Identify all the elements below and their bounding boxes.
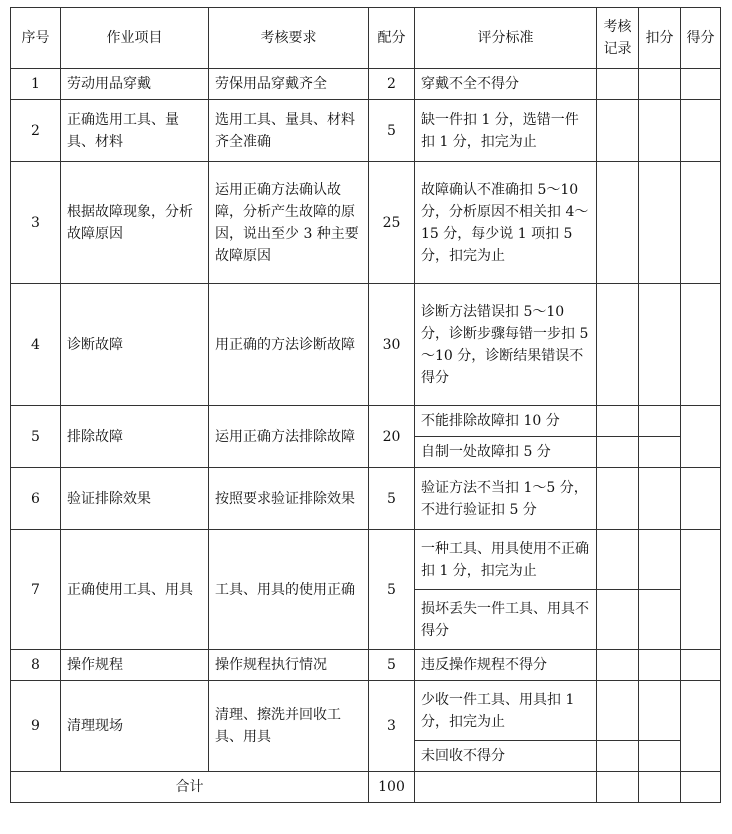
row-got [681,100,721,162]
row-score: 2 [369,69,415,100]
row-req: 用正确的方法诊断故障 [209,284,369,406]
row-deduct [639,681,681,741]
table-row [11,100,721,162]
row-record [597,406,639,437]
row-record [597,69,639,100]
header-item: 作业项目 [61,8,209,69]
row-req: 选用工具、量具、材料齐全准确 [209,100,369,162]
row-req: 清理、擦洗并回收工具、用具 [209,681,369,772]
row-item: 正确使用工具、用具 [61,530,209,650]
header-row [11,8,721,69]
total-row [11,772,721,803]
row-deduct [639,406,681,437]
row-item: 正确选用工具、量具、材料 [61,100,209,162]
row-criteria: 自制一处故障扣 5 分 [415,437,597,468]
row-seq: 6 [11,468,61,530]
row-criteria: 一种工具、用具使用不正确扣 1 分，扣完为止 [415,530,597,590]
row-seq: 8 [11,650,61,681]
assessment-table [10,7,721,803]
row-record [597,284,639,406]
row-deduct [639,162,681,284]
row-deduct [639,650,681,681]
row-item: 操作规程 [61,650,209,681]
row-score: 5 [369,468,415,530]
row-seq: 2 [11,100,61,162]
row-item: 排除故障 [61,406,209,468]
row-criteria: 损坏丢失一件工具、用具不得分 [415,590,597,650]
row-item: 清理现场 [61,681,209,772]
row-got [681,69,721,100]
table-row [11,406,721,437]
total-label: 合计 [11,772,369,803]
row-score: 5 [369,530,415,650]
row-record [597,468,639,530]
row-score: 25 [369,162,415,284]
row-deduct [639,530,681,590]
row-got [681,162,721,284]
table-row [11,681,721,741]
row-deduct [639,468,681,530]
total-record [597,772,639,803]
row-record [597,741,639,772]
row-criteria: 穿戴不全不得分 [415,69,597,100]
total-got [681,772,721,803]
row-score: 3 [369,681,415,772]
row-criteria: 不能排除故障扣 10 分 [415,406,597,437]
row-req: 劳保用品穿戴齐全 [209,69,369,100]
row-deduct [639,590,681,650]
row-item: 验证排除效果 [61,468,209,530]
row-deduct [639,69,681,100]
total-deduct [639,772,681,803]
header-got: 得分 [681,8,721,69]
row-score: 5 [369,100,415,162]
row-seq: 9 [11,681,61,772]
row-seq: 4 [11,284,61,406]
row-got [681,406,721,468]
row-record [597,437,639,468]
row-got [681,530,721,650]
row-criteria: 缺一件扣 1 分，选错一件扣 1 分，扣完为止 [415,100,597,162]
row-got [681,284,721,406]
row-req: 运用正确方法排除故障 [209,406,369,468]
row-score: 5 [369,650,415,681]
row-item: 劳动用品穿戴 [61,69,209,100]
row-got [681,468,721,530]
table-row [11,69,721,100]
row-deduct [639,100,681,162]
row-record [597,590,639,650]
row-item: 根据故障现象，分析故障原因 [61,162,209,284]
row-deduct [639,437,681,468]
row-req: 工具、用具的使用正确 [209,530,369,650]
header-criteria: 评分标准 [415,8,597,69]
header-seq: 序号 [11,8,61,69]
row-record [597,650,639,681]
table-row [11,284,721,406]
row-record [597,162,639,284]
row-criteria: 验证方法不当扣 1～5 分，不进行验证扣 5 分 [415,468,597,530]
table-row [11,162,721,284]
header-deduct: 扣分 [639,8,681,69]
row-seq: 7 [11,530,61,650]
row-item: 诊断故障 [61,284,209,406]
row-criteria: 未回收不得分 [415,741,597,772]
header-record: 考核记录 [597,8,639,69]
row-req: 操作规程执行情况 [209,650,369,681]
total-score: 100 [369,772,415,803]
row-criteria: 违反操作规程不得分 [415,650,597,681]
table-row [11,468,721,530]
row-criteria: 故障确认不准确扣 5～10 分，分析原因不相关扣 4～15 分，每少说 1 项扣 5 分，扣完为止 [415,162,597,284]
row-record [597,530,639,590]
row-record [597,681,639,741]
row-got [681,681,721,772]
total-criteria [415,772,597,803]
row-record [597,100,639,162]
table-row [11,530,721,590]
table-row [11,650,721,681]
row-seq: 3 [11,162,61,284]
header-req: 考核要求 [209,8,369,69]
row-got [681,650,721,681]
row-req: 运用正确方法确认故障，分析产生故障的原因，说出至少 3 种主要故障原因 [209,162,369,284]
row-score: 30 [369,284,415,406]
row-seq: 5 [11,406,61,468]
row-criteria: 诊断方法错误扣 5～10 分，诊断步骤每错一步扣 5～10 分，诊断结果错误不得分 [415,284,597,406]
row-deduct [639,741,681,772]
header-score: 配分 [369,8,415,69]
row-score: 20 [369,406,415,468]
row-criteria: 少收一件工具、用具扣 1 分，扣完为止 [415,681,597,741]
row-req: 按照要求验证排除效果 [209,468,369,530]
row-seq: 1 [11,69,61,100]
row-deduct [639,284,681,406]
